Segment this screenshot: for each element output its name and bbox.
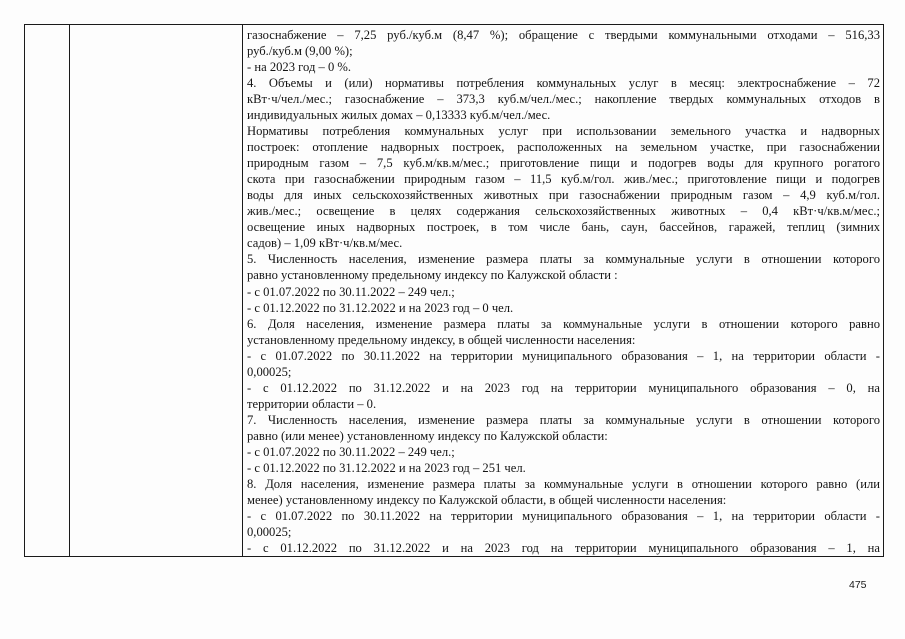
content-text: [243, 25, 883, 556]
text-line: Нормативы потребления коммунальных услуг при использовании земельного участка и надворных: [247, 124, 880, 139]
text-line: - с 01.07.2022 по 30.11.2022 – 249 чел.;: [247, 284, 455, 299]
text-line: - на 2023 год – 0 %.: [247, 60, 352, 75]
text-line: жив./мес.; освещение в целях содержания сельскохозяйственных животных – 0,4 кВт·ч/кв.м/мес.;: [247, 204, 880, 219]
text-line: воды для иных сельскохозяйственных животных при газоснабжении природным газом – 4,9 куб.м/гол.: [247, 188, 880, 203]
text-line: равно установленному предельному индексу по Калужской области :: [247, 268, 618, 283]
text-line: природным газом – 7,5 куб.м/кв.м/мес.; приготовление пищи и подогрев воды для крупного рогатого: [247, 156, 880, 171]
document-table: [24, 24, 884, 557]
text-line: индивидуальных жилых домах – 0,13333 куб.м/чел./мес.: [247, 108, 551, 123]
text-line: - с 01.07.2022 по 30.11.2022 на территории муниципального образования – 1, на территории области -: [247, 348, 880, 363]
text-line: 4. Объемы и (или) нормативы потребления коммунальных услуг в месяц: электроснабжение – 72: [247, 76, 880, 91]
text-line: скота при газоснабжении природным газом – 11,5 куб.м/гол. жив./мес.; приготовление пищи и подогрев: [247, 172, 880, 187]
text-line: - с 01.12.2022 по 31.12.2022 и на 2023 год – 251 чел.: [247, 460, 526, 475]
table-cell-name: [70, 25, 243, 557]
text-line: менее) установленному индексу по Калужской области, в общей численности населения:: [247, 492, 727, 507]
table-row: [25, 25, 884, 557]
text-line: территории области – 0.: [247, 396, 377, 411]
text-line: кВт·ч/чел./мес.; газоснабжение – 373,3 куб.м/чел./мес.; накопление твердых коммунальных отходов в: [247, 92, 880, 107]
text-line: газоснабжение – 7,25 руб./куб.м (8,47 %); обращение с твердыми коммунальными отходами – 516,33: [247, 28, 880, 42]
text-line: установленному предельному индексу, в общей численности населения:: [247, 332, 636, 347]
text-line: 8. Доля населения, изменение размера платы за коммунальные услуги в отношении которого равно (или: [247, 476, 880, 491]
page-number: 475: [849, 579, 867, 591]
text-line: руб./куб.м (9,00 %);: [247, 44, 353, 59]
text-line: - с 01.07.2022 по 30.11.2022 на территории муниципального образования – 1, на территории области -: [247, 508, 880, 523]
text-line: - с 01.12.2022 по 31.12.2022 и на 2023 год на территории муниципального образования – 0, на: [247, 380, 880, 395]
text-line: 6. Доля населения, изменение размера платы за коммунальные услуги в отношении которого равно: [247, 316, 880, 331]
text-line: 0,00025;: [247, 364, 292, 379]
text-line: 7. Численность населения, изменение размера платы за коммунальные услуги в отношении которого: [247, 412, 880, 427]
table-cell-content: [243, 25, 884, 557]
text-line: - с 01.12.2022 по 31.12.2022 и на 2023 год – 0 чел.: [247, 300, 514, 315]
text-line: садов) – 1,09 кВт·ч/кв.м/мес.: [247, 236, 403, 251]
text-line: построек: отопление надворных построек, расположенных на земельном участке, при газоснабжении: [247, 140, 880, 155]
text-line: равно (или менее) установленному индексу по Калужской области:: [247, 428, 608, 443]
text-line: освещение иных надворных построек, в том числе бань, саун, бассейнов, гаражей, теплиц (зимних: [247, 220, 880, 235]
text-line: - с 01.12.2022 по 31.12.2022 и на 2023 год на территории муниципального образования – 1, на: [247, 541, 880, 555]
text-line: 5. Численность населения, изменение размера платы за коммунальные услуги в отношении которого: [247, 252, 880, 267]
table-cell-number: [25, 25, 70, 557]
text-line: - с 01.07.2022 по 30.11.2022 – 249 чел.;: [247, 444, 455, 459]
text-line: 0,00025;: [247, 524, 292, 539]
